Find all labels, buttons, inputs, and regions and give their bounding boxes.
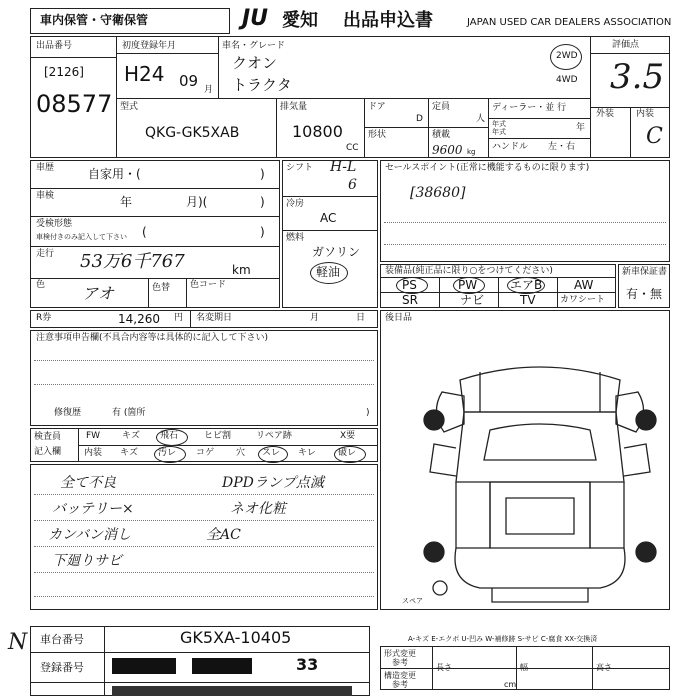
inspection-month-unit: 月)(	[186, 195, 208, 209]
chassis-number: GK5XA-10405	[180, 628, 292, 647]
car-name: クオン	[232, 54, 278, 72]
equip-ps-circle	[396, 277, 428, 294]
load-unit: kg	[467, 148, 476, 156]
fuel-selection-circle	[310, 262, 348, 284]
warranty-options: 有・無	[626, 287, 663, 301]
equip-ps: PS	[402, 278, 417, 292]
color-label: 色	[36, 280, 46, 290]
diagram-spare-tire	[433, 581, 447, 595]
damage-legend: A-キズ E-エクボ U-凹み W-補修跡 S-サビ C-腐食 XX-交換済	[408, 635, 598, 643]
logo-region-text: 愛知	[282, 10, 318, 31]
remark-right-3: 全AC	[206, 527, 241, 543]
name-change-label: 名変期日	[196, 313, 233, 323]
inspection-year-unit: 年	[120, 195, 133, 209]
drive-4wd: 4WD	[556, 75, 578, 85]
insp-int-scratch: キズ	[120, 448, 138, 458]
sales-point-handwritten: [38680]	[410, 185, 466, 201]
diagram-roof	[484, 424, 596, 460]
history-close: )	[260, 167, 265, 181]
recept-close: )	[260, 225, 265, 239]
first-registration-label: 初度登録年月	[122, 41, 177, 51]
shift-label: シフト	[286, 163, 314, 173]
diagram-front-section	[460, 367, 620, 412]
remark-left-4: 下廻りサビ	[52, 553, 122, 569]
diagram-rear-section	[455, 548, 625, 588]
year-label-1: 年式	[492, 120, 506, 128]
fuel-diesel: 軽油	[316, 265, 341, 279]
registration-visible-digits: 33	[296, 655, 319, 674]
car-name-label: 車名・グレード	[222, 41, 286, 51]
equip-leather: カワシート	[560, 295, 606, 305]
notes-block	[30, 330, 378, 426]
insp-replace-needed: X要	[340, 431, 356, 441]
insp-fw: FW	[86, 431, 101, 441]
redacted-plate-1	[112, 658, 176, 674]
inspector-label-2: 記入欄	[34, 447, 62, 457]
recycle-unit: 円	[174, 313, 184, 323]
interior-label: 内装	[636, 109, 655, 119]
inspection-close: )	[260, 195, 265, 209]
insp-hole: 穴	[236, 448, 246, 458]
recept-open: (	[142, 225, 147, 239]
diagram-front-right-wheel	[636, 410, 656, 430]
model-code: QKG-GK5XAB	[145, 125, 240, 141]
sales-point-label: セールスポイント(正常に機能するものに限ります)	[385, 163, 590, 173]
height-label: 高さ	[596, 663, 612, 672]
door-label: ドア	[368, 102, 386, 112]
interior-score-value: C	[646, 124, 663, 149]
name-change-month: 月	[310, 313, 320, 323]
shift-speeds: 6	[348, 177, 357, 193]
lot-number: 08577	[36, 90, 113, 118]
history-value: 自家用・(	[88, 167, 141, 181]
capacity-label: 定員	[432, 102, 451, 112]
capacity-unit: 人	[476, 114, 486, 124]
equip-sr: SR	[402, 293, 418, 307]
registration-era-year: H24	[124, 62, 165, 86]
diagram-front-left-wheel	[424, 410, 444, 430]
car-body-diagram	[420, 352, 660, 612]
mileage-unit: km	[232, 263, 251, 277]
recycle-amount: 14,260	[118, 312, 160, 326]
score-label: 評価点	[612, 40, 640, 50]
dealer-label: ディーラー・並 行	[492, 103, 567, 113]
repair-history-label: 修復歴	[54, 408, 82, 418]
equip-navi: ナビ	[460, 293, 485, 307]
notes-label: 注意事項申告欄(不具合内容等は具体的に記入して下さい)	[36, 333, 269, 343]
diagram-cabin	[456, 412, 624, 482]
handle-label: ハンドル	[492, 142, 529, 152]
name-change-day: 日	[356, 313, 366, 323]
repair-history-value: 有 (箇所	[112, 408, 146, 418]
handle-options: 左・右	[548, 142, 576, 152]
load-value: 9600	[432, 143, 463, 157]
diagram-rear-left-wheel	[424, 542, 444, 562]
score-value: 3.5	[610, 57, 665, 97]
reference-label: 参考	[392, 658, 408, 667]
equip-airbag-circle	[507, 277, 545, 294]
insp-crack: ヒビ割	[204, 431, 232, 441]
spare-label: スペア	[402, 597, 423, 605]
recept-label: 受検形態	[36, 219, 73, 229]
color-value: アオ	[82, 284, 114, 303]
reference-label-2: 参考	[392, 680, 408, 689]
inspection-label: 車検	[36, 191, 55, 201]
remark-left-1: 全て不良	[60, 475, 116, 491]
insp-torn: 破レ	[338, 448, 357, 458]
repair-history-close: )	[366, 408, 370, 418]
equip-airbag: エアB	[510, 278, 543, 292]
insp-rub-circle	[258, 446, 288, 463]
diagram-rear-right-wheel	[636, 542, 656, 562]
car-grade: トラクタ	[232, 76, 292, 94]
mileage-value: 53万6千767	[80, 251, 185, 272]
storage-label: 車内保管・守衛保管	[40, 13, 149, 27]
fuel-gasoline: ガソリン	[312, 245, 361, 259]
equip-aw: AW	[574, 278, 594, 292]
shift-value: H-L	[330, 159, 357, 175]
warranty-label: 新車保証書	[622, 267, 668, 277]
remark-right-1: DPDランプ点滅	[222, 475, 324, 491]
cooler-label: 冷房	[286, 199, 305, 209]
association-name: JAPAN USED CAR DEALERS ASSOCIATION	[467, 17, 672, 28]
model-label: 型式	[120, 102, 139, 112]
history-label: 車歴	[36, 163, 55, 173]
lot-sub-number: [2126]	[44, 65, 84, 79]
insp-dirt-circle	[154, 446, 186, 463]
remark-left-2: バッテリー×	[52, 501, 134, 517]
redacted-bottom-row	[112, 686, 352, 696]
registration-month-unit: 月	[204, 85, 214, 95]
chassis-label: 車台番号	[40, 633, 84, 646]
insp-torn-circle	[334, 446, 366, 463]
insp-cut: キレ	[298, 448, 316, 458]
equip-pw: PW	[458, 278, 478, 292]
mileage-label: 走行	[36, 249, 55, 259]
color-code-label: 色コード	[190, 280, 227, 290]
year-unit: 年	[576, 123, 586, 133]
structure-change-label: 構造変更	[384, 671, 416, 680]
insp-burn: コゲ	[196, 448, 215, 458]
insp-stone-chip: 飛石	[160, 431, 179, 441]
door-unit: D	[416, 114, 423, 124]
diagram-center-body	[490, 482, 590, 548]
registration-number-label: 登録番号	[40, 661, 84, 674]
exterior-label: 外装	[596, 109, 615, 119]
equipment-label: 装備品(純正品に限り○をつけてください)	[385, 266, 553, 276]
cooler-value: AC	[320, 211, 337, 225]
equip-pw-circle	[453, 277, 485, 294]
insp-repair-trace: リペア跡	[256, 431, 292, 441]
insp-dirt: 汚レ	[158, 448, 177, 458]
insp-scratch: キズ	[122, 431, 140, 441]
recept-note: 車検付きのみ記入して下さい	[36, 233, 127, 241]
fuel-label: 燃料	[286, 233, 305, 243]
equip-tv: TV	[520, 293, 536, 307]
color-change-label: 色替	[152, 283, 171, 293]
displacement-value: 10800	[292, 122, 343, 141]
year-label-2: 年式	[492, 128, 506, 136]
margin-check-mark: N	[8, 630, 28, 655]
length-label: 長さ	[436, 663, 452, 672]
ju-logo-mark: JU	[242, 6, 269, 31]
load-label: 積載	[432, 130, 451, 140]
registration-month: 09	[179, 72, 199, 90]
remark-left-3: カンバン消し	[48, 527, 132, 543]
width-label: 幅	[520, 663, 528, 672]
form-title: 出品申込書	[343, 10, 433, 31]
sales-point-block	[380, 160, 670, 262]
drive-2wd: 2WD	[556, 51, 578, 61]
displacement-unit: CC	[346, 143, 359, 153]
cm-unit: cm	[504, 680, 517, 689]
remark-right-2: ネオ化粧	[230, 501, 286, 517]
insp-rub: スレ	[262, 448, 281, 458]
shape-label: 形状	[368, 130, 387, 140]
shape-change-label: 形式変更	[384, 649, 416, 658]
displacement-label: 排気量	[280, 102, 308, 112]
insp-interior: 内装	[84, 448, 103, 458]
later-items-label: 後日品	[385, 313, 413, 323]
redacted-plate-2	[192, 658, 252, 674]
inspector-label-1: 検査員	[34, 432, 62, 442]
recycle-label: R券	[36, 313, 52, 323]
lot-number-label: 出品番号	[36, 41, 73, 51]
insp-stone-circle	[156, 429, 188, 446]
